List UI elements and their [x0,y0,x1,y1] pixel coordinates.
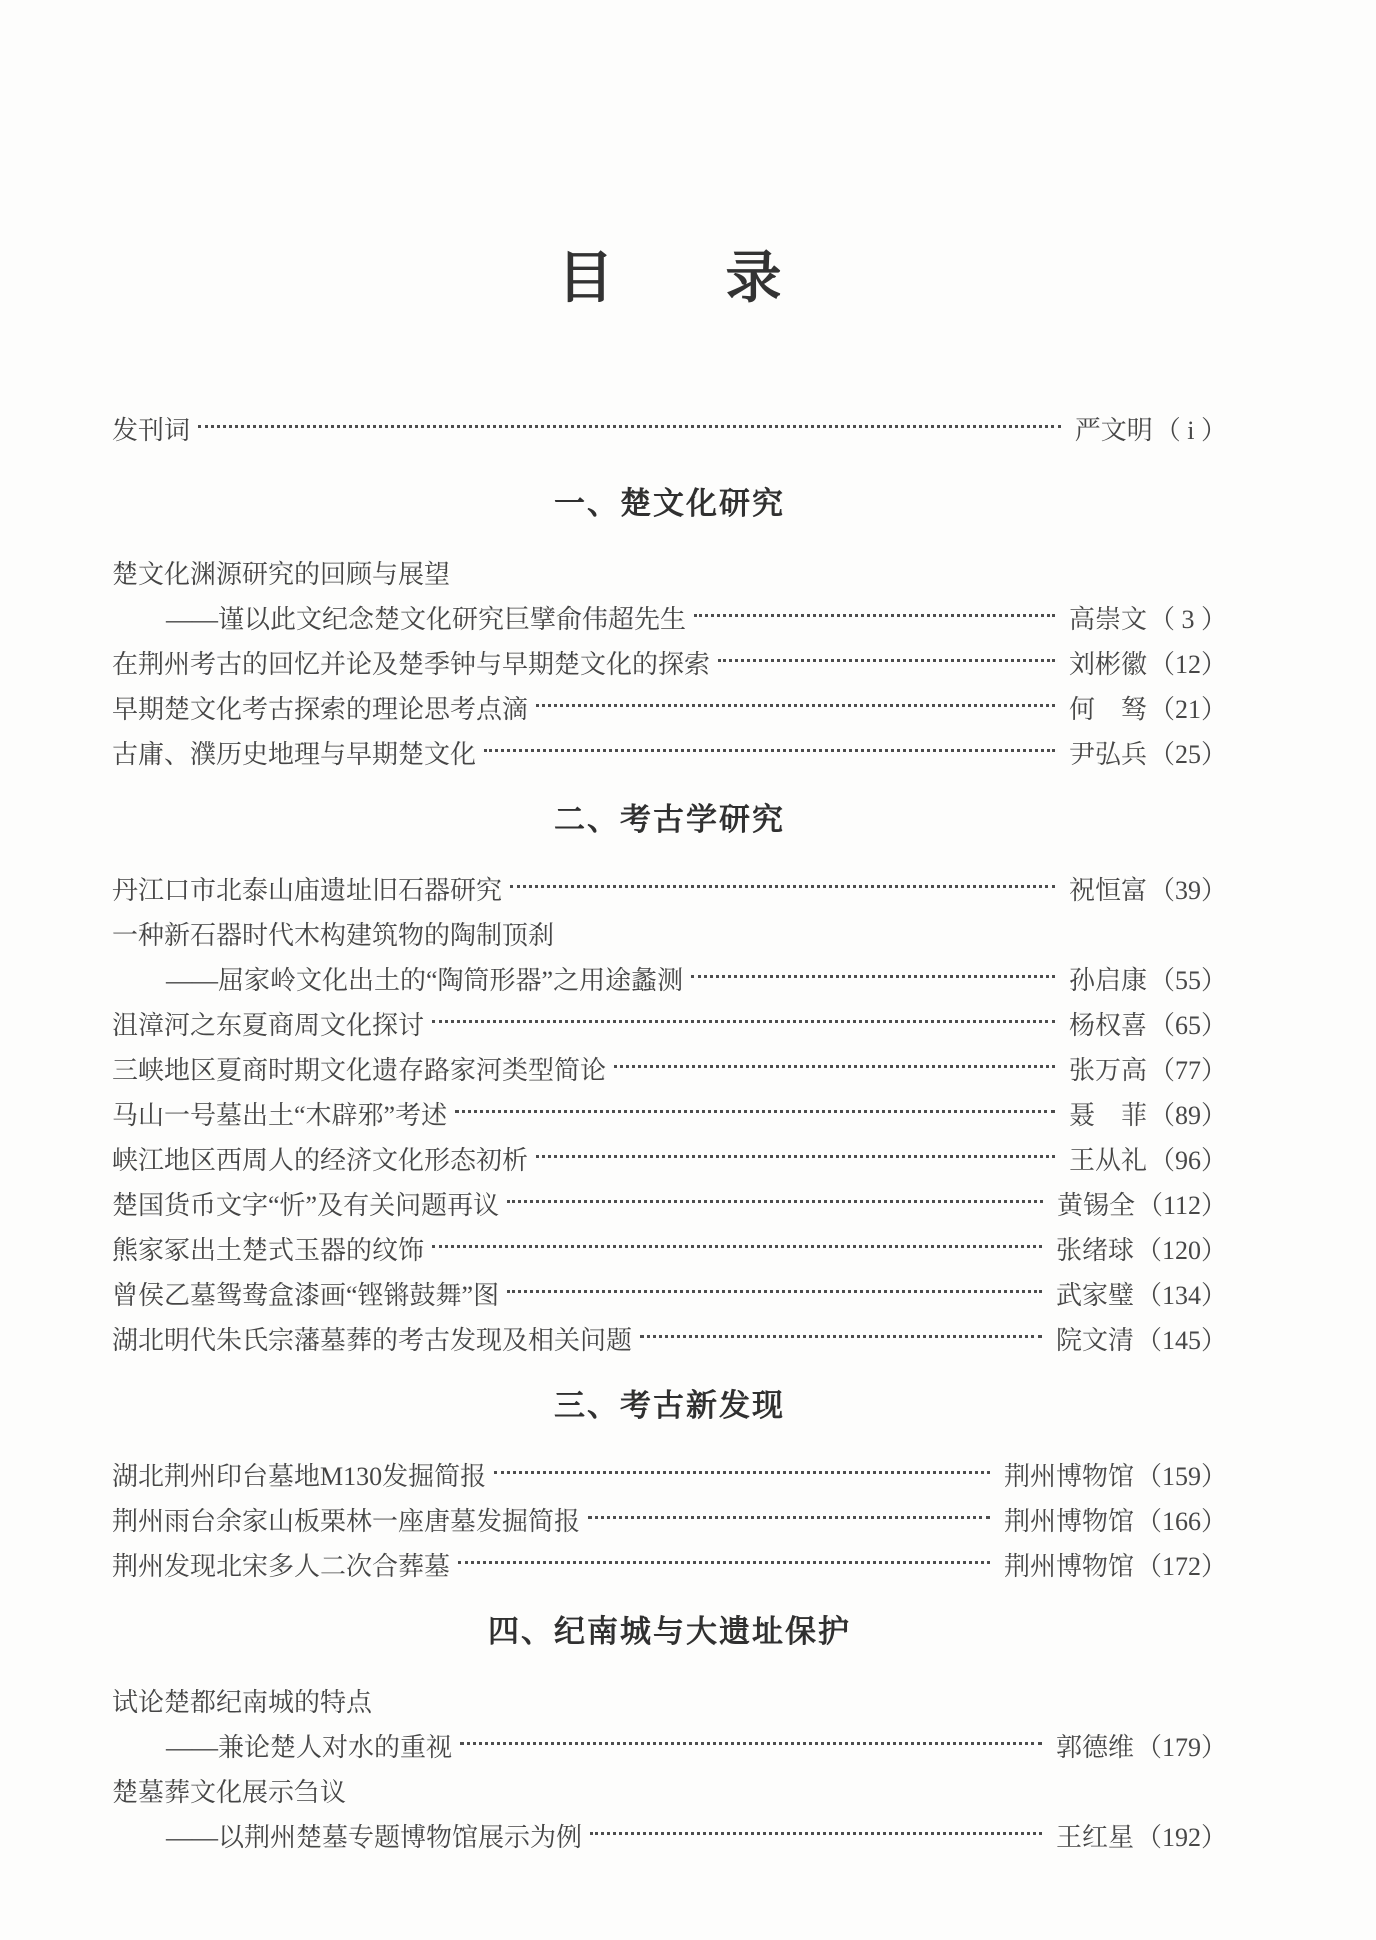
entry-line [112,1316,1227,1361]
dot-leader [718,659,1055,662]
entry-page: （120） [1135,1236,1227,1265]
entry-author: 严文明 [1074,416,1153,445]
dot-leader [590,1832,1042,1835]
entry-page: （ 3 ） [1148,605,1227,634]
toc-entry [112,1136,1227,1181]
entry-author: 杨权喜 [1068,1011,1147,1040]
entry-page: （65） [1148,1011,1227,1040]
entry-title: 丹江口市北泰山庙遗址旧石器研究 [112,876,503,905]
section-heading: 二、考古学研究 [554,802,785,837]
toc-entry [112,1046,1227,1091]
toc-entry [112,1316,1227,1361]
entry-page: （159） [1135,1462,1227,1491]
entry-page: （21） [1148,695,1227,724]
entry-line [112,1226,1227,1271]
toc-entry [112,406,1227,451]
entry-title: 荆州发现北宋多人二次合葬墓 [112,1552,451,1581]
entry-author: 何 驽 [1068,695,1147,724]
entry-line [112,1497,1227,1542]
table-of-contents [112,406,1227,1858]
entry-line [112,1768,1227,1813]
entry-page: （179） [1135,1733,1227,1762]
dot-leader [614,1065,1055,1068]
entry-title: 古庸、濮历史地理与早期楚文化 [112,740,477,769]
toc-entry [112,640,1227,685]
toc-section [112,1383,1227,1587]
toc-section [112,481,1227,775]
entry-line [112,911,1227,956]
entry-page: （ i ） [1154,416,1227,445]
entry-line [112,406,1227,451]
entry-title: 楚墓葬文化展示刍议 [112,1778,347,1807]
dot-leader [588,1516,990,1519]
entry-title: 三峡地区夏商时期文化遗存路家河类型简论 [112,1056,607,1085]
entry-title: 沮漳河之东夏商周文化探讨 [112,1011,425,1040]
entry-author: 张万高 [1068,1056,1147,1085]
front-matter [112,406,1227,451]
dot-leader [507,1290,1042,1293]
entry-title: 湖北明代朱氏宗藩墓葬的考古发现及相关问题 [112,1326,633,1355]
entry-line [112,1452,1227,1497]
section-heading: 四、纪南城与大遗址保护 [488,1614,851,1649]
toc-entry [112,685,1227,730]
toc-section [112,1609,1227,1858]
entry-title: ——屈家岭文化出土的“陶筒形器”之用途蠡测 [166,966,684,995]
entry-title: 马山一号墓出土“木辟邪”考述 [112,1101,448,1130]
entry-author: 武家璧 [1055,1281,1134,1310]
toc-section [112,797,1227,1361]
entry-author: 高崇文 [1068,605,1147,634]
section-heading: 三、考古新发现 [554,1388,785,1423]
entry-title: 荆州雨台余家山板栗林一座唐墓发掘简报 [112,1507,581,1536]
entry-author: 荆州博物馆 [1003,1462,1134,1491]
toc-entry [112,730,1227,775]
entry-page: （89） [1148,1101,1227,1130]
entry-line [112,550,1227,595]
entry-title: 早期楚文化考古探索的理论思考点滴 [112,695,529,724]
entry-author: 郭德维 [1055,1733,1134,1762]
entry-line [112,1181,1227,1226]
entry-author: 刘彬徽 [1068,650,1147,679]
dot-leader [536,1155,1055,1158]
page-title [112,248,1227,310]
toc-entry [112,1452,1227,1497]
entry-title: 楚文化渊源研究的回顾与展望 [112,560,451,589]
entry-line [112,1271,1227,1316]
dot-leader [510,885,1055,888]
entry-author: 荆州博物馆 [1003,1552,1134,1581]
entry-title: 在荆州考古的回忆并论及楚季钟与早期楚文化的探索 [112,650,711,679]
dot-leader [691,975,1055,978]
entry-author: 尹弘兵 [1068,740,1147,769]
dot-leader [198,425,1061,428]
entry-page: （25） [1148,740,1227,769]
entry-page: （39） [1148,876,1227,905]
dot-leader [536,704,1055,707]
entry-line [112,1046,1227,1091]
entry-title: 发刊词 [112,416,191,445]
entry-title: 曾侯乙墓鸳鸯盒漆画“铿锵鼓舞”图 [112,1281,500,1310]
page-title-char-left: 目 [557,248,614,310]
entry-page: （96） [1148,1146,1227,1175]
toc-entry [112,1497,1227,1542]
entry-author: 黄锡全 [1056,1191,1135,1220]
entry-page: （145） [1135,1326,1227,1355]
toc-entry [112,866,1227,911]
entry-page: （192） [1135,1823,1227,1852]
entry-page: （172） [1135,1552,1227,1581]
entry-line [112,730,1227,775]
page-title-char-right: 录 [725,248,782,310]
dot-leader [694,614,1055,617]
entry-line [112,1723,1227,1768]
entry-page: （12） [1148,650,1227,679]
entry-author: 孙启康 [1068,966,1147,995]
entry-title: ——兼论楚人对水的重视 [166,1733,453,1762]
entry-author: 祝恒富 [1068,876,1147,905]
entry-page: （55） [1148,966,1227,995]
entry-line [112,1091,1227,1136]
toc-entry [112,1678,1227,1768]
entry-title: ——以荆州楚墓专题博物馆展示为例 [166,1823,583,1852]
entry-title: 峡江地区西周人的经济文化形态初析 [112,1146,529,1175]
toc-entry [112,1226,1227,1271]
entry-line [112,1678,1227,1723]
entry-author: 王从礼 [1068,1146,1147,1175]
entry-title: ——谨以此文纪念楚文化研究巨擘俞伟超先生 [166,605,687,634]
dot-leader [484,749,1055,752]
toc-entry [112,1768,1227,1858]
entry-page: （134） [1135,1281,1227,1310]
toc-entry [112,1271,1227,1316]
dot-leader [458,1561,990,1564]
toc-entry [112,911,1227,1001]
dot-leader [455,1110,1055,1113]
entry-line [112,1542,1227,1587]
dot-leader [507,1200,1043,1203]
section-heading: 一、楚文化研究 [554,486,785,521]
entry-line [112,1136,1227,1181]
toc-entry [112,550,1227,640]
entry-line [112,685,1227,730]
dot-leader [432,1020,1055,1023]
entry-page: （166） [1135,1507,1227,1536]
entry-title: 楚国货币文字“忻”及有关问题再议 [112,1191,500,1220]
toc-entry [112,1001,1227,1046]
toc-entry [112,1091,1227,1136]
entry-title: 湖北荆州印台墓地M130发掘简报 [112,1462,487,1491]
entry-author: 张绪球 [1055,1236,1134,1265]
entry-title: 一种新石器时代木构建筑物的陶制顶刹 [112,921,555,950]
dot-leader [460,1742,1042,1745]
entry-line [112,866,1227,911]
entry-author: 王红星 [1055,1823,1134,1852]
dot-leader [432,1245,1042,1248]
toc-sections [112,481,1227,1858]
entry-author: 荆州博物馆 [1003,1507,1134,1536]
entry-page: （77） [1148,1056,1227,1085]
dot-leader [640,1335,1042,1338]
entry-line [112,640,1227,685]
entry-title: 熊家冢出土楚式玉器的纹饰 [112,1236,425,1265]
entry-title: 试论楚都纪南城的特点 [112,1688,373,1717]
toc-entry [112,1542,1227,1587]
entry-author: 聂 菲 [1068,1101,1147,1130]
entry-line [112,595,1227,640]
entry-page: （112） [1136,1191,1227,1220]
entry-line [112,956,1227,1001]
dot-leader [494,1471,990,1474]
entry-line [112,1813,1227,1858]
entry-author: 院文清 [1055,1326,1134,1355]
toc-entry [112,1181,1227,1226]
entry-line [112,1001,1227,1046]
